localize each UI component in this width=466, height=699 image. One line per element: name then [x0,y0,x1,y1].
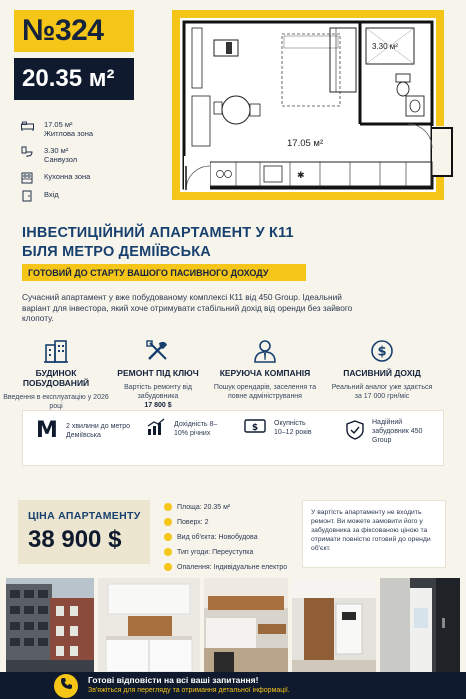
feature-desc: Введення в експлуатацію у 2026 році [3,394,109,410]
stat-text: Надійний забудовник 450 Group [372,419,423,444]
photo-bathroom [380,578,460,672]
feature-building [2,338,110,411]
property-item [164,563,287,571]
property-text: Опалення: Індивідуальне електро [177,563,288,571]
legend-bathroom-value: 3.30 м² [44,146,69,155]
legend-item-bathroom [20,146,77,164]
feature-desc: Пошук орендарів, заселення та повне адміністрування [213,384,317,400]
page-title [22,224,294,262]
renovation-note: У вартість апартаменту не входить ремонт. Ви можете замовити його у забудовника за фіксованою ціною та отримати повністю готовий до оренди об'єкт. [302,500,446,568]
property-item [164,548,253,556]
legend-kitchen-label: Кухонна зона [44,172,91,181]
kitchen-icon [20,172,34,184]
svg-text:M: M [36,418,58,440]
legend-bathroom-label: Санвузол [44,155,78,164]
footer-subtext: Зв'яжіться для перегляду та отримання детальної інформації. [88,687,290,694]
property-item [164,518,209,526]
legend-item-living [20,120,93,138]
feature-title: БУДИНОК ПОБУДОВАНИЙ [22,368,90,388]
apartment-area: 20.35 м² [14,58,134,100]
legend-living-label: Житлова зона [44,129,94,138]
stat-metro [36,418,136,443]
stat-developer [346,418,436,445]
property-item [164,533,258,541]
manager-icon [211,338,319,364]
svg-text:$: $ [251,423,259,433]
renovation-price: 17 800 $ [144,402,172,409]
tagline-banner [22,264,306,281]
legend-entrance-label: Вхід [44,190,59,199]
property-text: Вид об'єкта: Новобудова [177,533,258,541]
feature-desc: Реальний аналог уже здається за 17 000 грн/міс [331,384,433,400]
feature-passive-income [328,338,436,401]
tagline-text: ГОТОВИЙ ДО СТАРТУ ВАШОГО ПАСИВНОГО ДОХОДУ [28,267,269,278]
tools-icon [104,338,212,364]
stat-text: 2 хвилини до метро Деміївська [66,422,131,439]
floor-plan [170,6,460,204]
money-icon [244,418,266,437]
feature-title: РЕМОНТ ПІД КЛЮЧ [117,368,199,378]
legend-item-entrance [20,190,59,202]
feature-title: ПАСИВНИЙ ДОХІД [343,368,421,378]
stat-text: Дохідність 8–10% річних [174,420,218,437]
apartment-number: №324 [14,10,134,52]
door-icon [20,190,34,202]
stat-payback [244,418,324,437]
title-line-2: БІЛЯ МЕТРО ДЕМІЇВСЬКА [22,244,211,260]
building-icon [2,338,110,364]
title-line-1: ІНВЕСТИЦІЙНИЙ АПАРТАМЕНТ У К11 [22,225,294,241]
property-text: Поверх: 2 [177,518,209,526]
price-value: 38 900 $ [28,526,122,553]
shield-icon [346,420,364,443]
metro-icon [36,418,58,443]
legend-item-kitchen [20,172,90,184]
photo-living-room [204,578,288,672]
svg-text:✱: ✱ [297,171,305,181]
property-text: Тип угоди: Переуступка [177,548,254,556]
chart-icon [146,418,166,439]
property-text: Площа: 20.35 м² [177,503,231,511]
legend-living-value: 17.05 м² [44,120,73,129]
description: Сучасний апартамент у вже побудованому комплексі К11 від 450 Group. Ідеальний варіант для інвестора, який хоче отримувати стабільний дохід від оренди без зайвого клопоту. [22,292,353,323]
bathroom-area-label: 3.30 м² [372,42,398,51]
stat-text: Окупність 10–12 років [274,419,312,436]
phone-icon [60,677,73,695]
bed-icon [20,120,34,132]
feature-renovation [104,338,212,410]
price-label: ЦІНА АПАРТАМЕНТУ [28,510,141,522]
living-area-label: 17.05 м² [287,138,324,149]
photo-interior [292,578,376,672]
dollar-icon [328,338,436,364]
stat-yield [146,418,226,439]
feature-desc: Вартість ремонту від забудовника [124,384,192,400]
feature-title: КЕРУЮЧА КОМПАНІЯ [219,368,311,378]
footer-headline: Готові відповісти на всі ваші запитання! [88,675,259,685]
svg-text:$: $ [377,344,387,360]
call-button[interactable] [54,674,78,698]
toilet-icon [20,146,34,158]
property-item [164,503,230,511]
feature-management [211,338,319,401]
photo-building-exterior [6,578,94,672]
photo-kitchen [98,578,200,672]
